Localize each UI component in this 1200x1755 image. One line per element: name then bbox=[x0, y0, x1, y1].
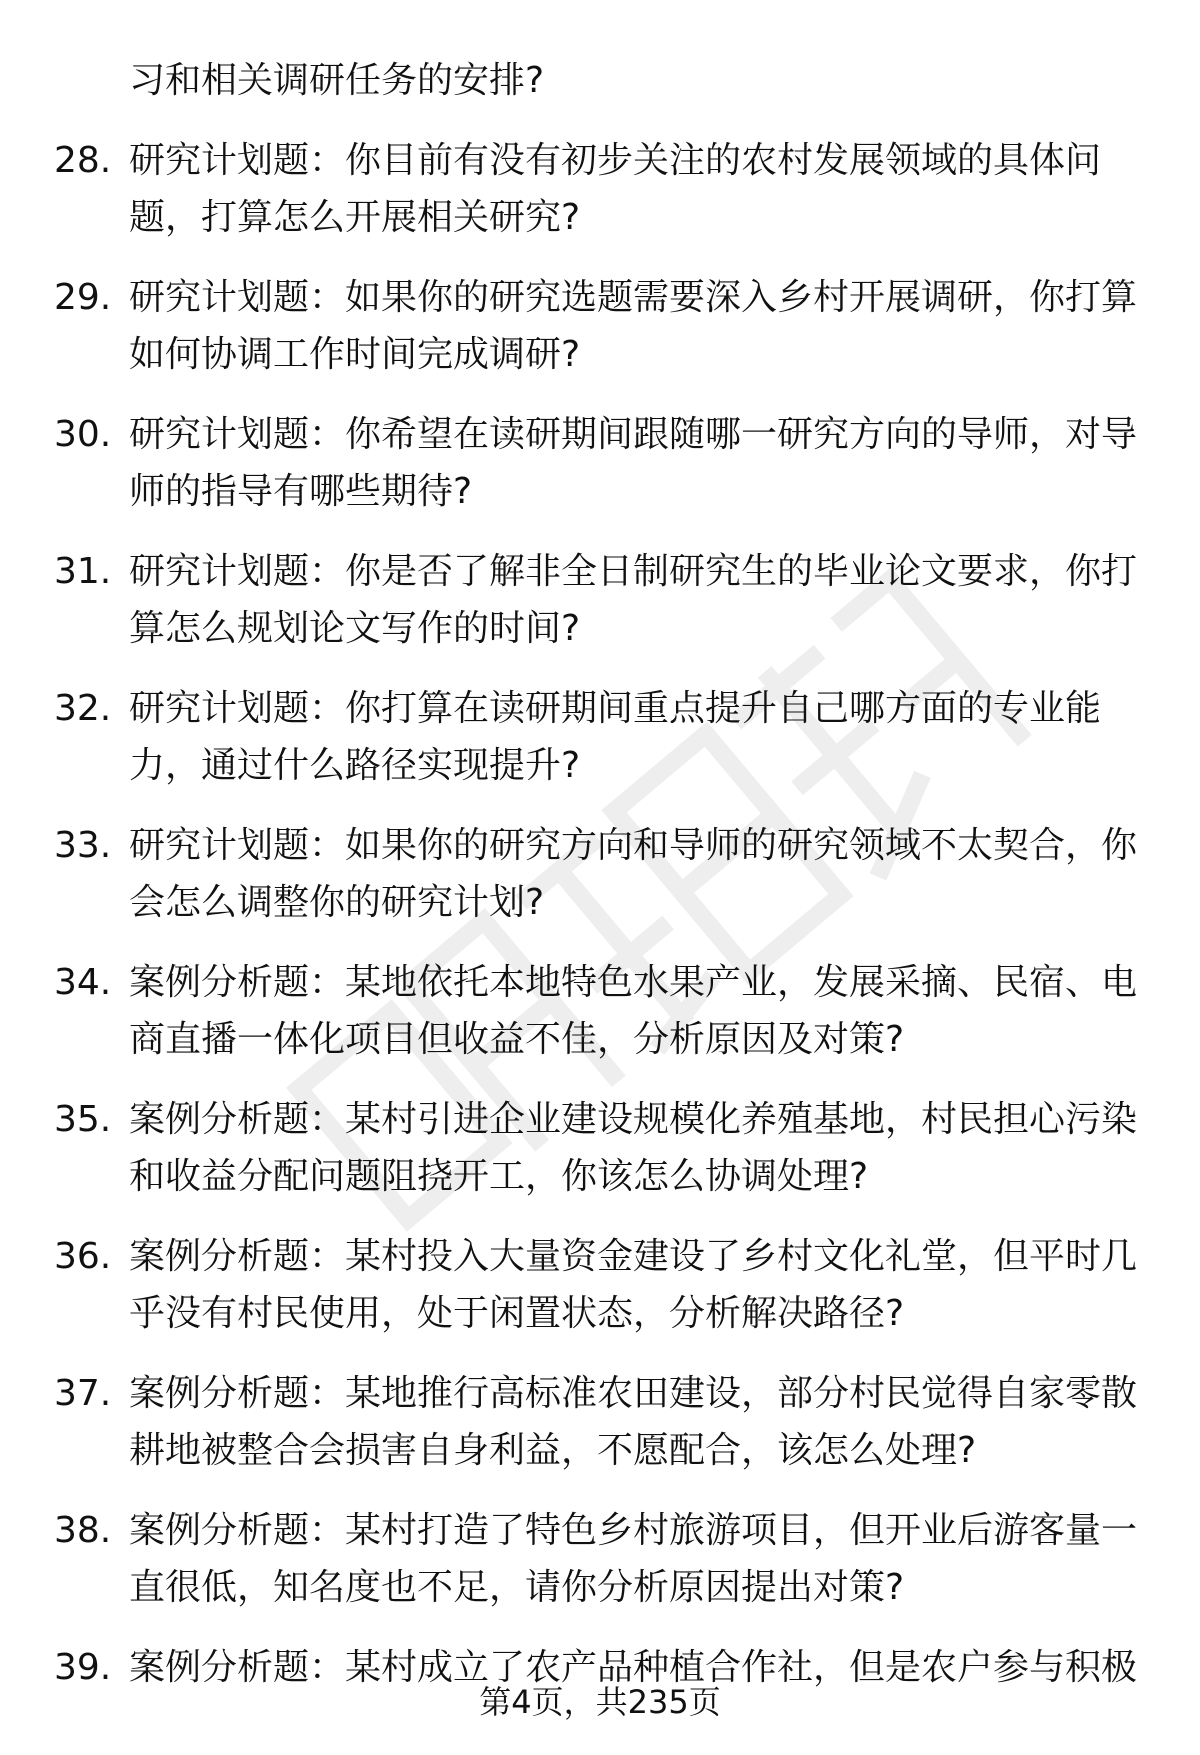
question-text-line2: 会怎么调整你的研究计划? bbox=[129, 882, 545, 923]
question-text-line2: 商直播一体化项目但收益不佳，分析原因及对策? bbox=[129, 1019, 905, 1060]
intro-line-text: 习和相关调研任务的安排? bbox=[129, 60, 545, 101]
list-item bbox=[54, 954, 1154, 1068]
question-number: 30. bbox=[54, 414, 112, 455]
question-number: 33. bbox=[54, 825, 112, 866]
question-text-line1: 案例分析题：某村引进企业建设规模化养殖基地，村民担心污染 bbox=[129, 1099, 1138, 1140]
list-item bbox=[54, 1228, 1154, 1342]
list-item bbox=[54, 817, 1154, 931]
list-item bbox=[54, 132, 1154, 246]
question-number: 39. bbox=[54, 1647, 112, 1688]
question-text-line1: 研究计划题：如果你的研究选题需要深入乡村开展调研，你打算 bbox=[129, 277, 1138, 318]
question-text-line1: 案例分析题：某村投入大量资金建设了乡村文化礼堂，但平时几 bbox=[129, 1236, 1138, 1277]
question-text-line2: 和收益分配问题阻挠开工，你该怎么协调处理? bbox=[129, 1156, 869, 1197]
list-item bbox=[54, 1091, 1154, 1205]
page-footer: 第4页，共235页 bbox=[479, 1683, 721, 1721]
question-text-line2: 如何协调工作时间完成调研? bbox=[129, 334, 581, 375]
question-text-line1: 研究计划题：你希望在读研期间跟随哪一研究方向的导师，对导 bbox=[129, 414, 1138, 455]
list-item bbox=[54, 1365, 1154, 1479]
list-item bbox=[54, 543, 1154, 657]
question-number: 38. bbox=[54, 1510, 112, 1551]
list-item bbox=[54, 680, 1154, 794]
question-list bbox=[54, 52, 1154, 1696]
question-text-line2: 直很低，知名度也不足，请你分析原因提出对策? bbox=[129, 1567, 905, 1608]
question-number: 29. bbox=[54, 277, 112, 318]
question-text-line2: 算怎么规划论文写作的时间? bbox=[129, 608, 581, 649]
question-text-line1: 研究计划题：你目前有没有初步关注的农村发展领域的具体问 bbox=[129, 140, 1102, 181]
question-number: 37. bbox=[54, 1373, 112, 1414]
question-text-line2: 乎没有村民使用，处于闲置状态，分析解决路径? bbox=[129, 1293, 905, 1334]
question-text-line2: 师的指导有哪些期待? bbox=[129, 471, 473, 512]
question-text-line1: 案例分析题：某村成立了农产品种植合作社，但是农户参与积极 bbox=[129, 1647, 1138, 1688]
question-number: 32. bbox=[54, 688, 112, 729]
question-text-line1: 研究计划题：你打算在读研期间重点提升自己哪方面的专业能 bbox=[129, 688, 1102, 729]
question-number: 35. bbox=[54, 1099, 112, 1140]
question-text-line1: 研究计划题：你是否了解非全日制研究生的毕业论文要求，你打 bbox=[129, 551, 1138, 592]
intro-line-row bbox=[54, 52, 1154, 109]
list-item bbox=[54, 269, 1154, 383]
list-item bbox=[54, 1502, 1154, 1616]
question-text-line2: 耕地被整合会损害自身利益，不愿配合，该怎么处理? bbox=[129, 1430, 977, 1471]
question-text-line1: 研究计划题：如果你的研究方向和导师的研究领域不太契合，你 bbox=[129, 825, 1138, 866]
question-number: 36. bbox=[54, 1236, 112, 1277]
question-text-line1: 案例分析题：某地推行高标准农田建设，部分村民觉得自家零散 bbox=[129, 1373, 1138, 1414]
question-text-line1: 案例分析题：某地依托本地特色水果产业，发展采摘、民宿、电 bbox=[129, 962, 1138, 1003]
list-item bbox=[54, 406, 1154, 520]
question-text-line2: 题，打算怎么开展相关研究? bbox=[129, 197, 581, 238]
question-number: 28. bbox=[54, 140, 112, 181]
question-number: 34. bbox=[54, 962, 112, 1003]
question-number: 31. bbox=[54, 551, 112, 592]
question-text-line1: 案例分析题：某村打造了特色乡村旅游项目，但开业后游客量一 bbox=[129, 1510, 1138, 1551]
question-text-line2: 力，通过什么路径实现提升? bbox=[129, 745, 581, 786]
